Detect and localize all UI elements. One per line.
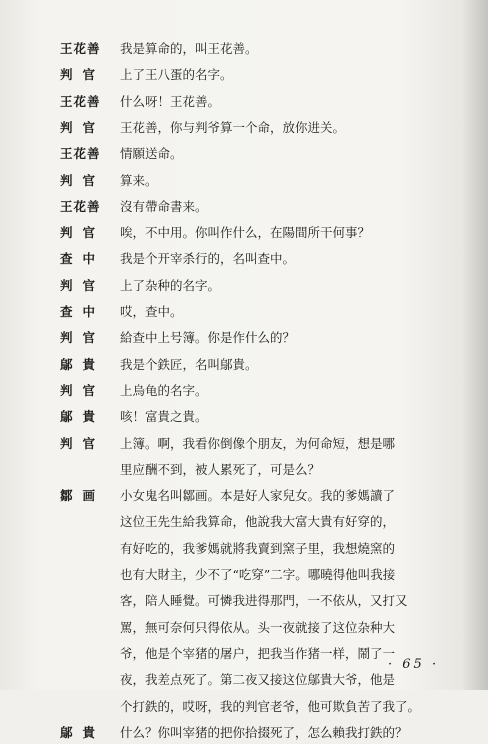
speech-text: 我是算命的，叫王花善。	[120, 41, 258, 56]
speech-text: 上簿。啊，我看你倒像个朋友，为何命短，想是哪	[120, 435, 396, 451]
speech-text: 什么？你叫宰猪的把你拾掇死了，怎么賴我打鉄的？	[120, 724, 408, 740]
speaker-name: 判官	[60, 277, 106, 293]
speaker-name: 查中	[60, 304, 106, 319]
speech-text: 什么呀！王花善。	[120, 93, 221, 109]
speaker-name: 判官	[60, 330, 106, 346]
dialogue-continuation-line	[0, 564, 488, 586]
dialogue-continuation-line	[0, 590, 488, 612]
dialogue-line	[0, 248, 488, 270]
speaker-name: 鄔貴	[60, 409, 106, 425]
dialogue-line	[0, 170, 488, 192]
speech-text: 我是个开宰杀行的，名叫查中。	[120, 251, 296, 267]
dialogue-line	[0, 301, 488, 323]
speech-text: 王花善，你与判爷算一个命，放你进关。	[120, 119, 346, 135]
speech-text: 这位王先生給我算命，他說我大富大貴有好穿的，	[120, 514, 396, 530]
speech-text: 唉，不中用。你叫作什么，在陽間所干何事？	[120, 225, 371, 241]
speech-text: 我是个鉄匠，名叫鄔貴。	[120, 356, 258, 372]
dialogue-line	[0, 117, 488, 139]
dialogue-continuation-line	[0, 669, 488, 691]
dialogue-line	[0, 196, 488, 218]
speaker-name: 鄒画	[60, 488, 106, 504]
dialogue-line	[0, 380, 488, 402]
speaker-name: 王花善	[60, 93, 101, 109]
speaker-name: 王花善	[60, 146, 101, 162]
dialogue-line	[0, 433, 488, 455]
speaker-name: 判官	[60, 172, 106, 188]
dialogue-continuation-line	[0, 511, 488, 533]
speaker-name: 王花善	[60, 198, 101, 214]
speech-text: 上了杂种的名字。	[120, 277, 221, 293]
speech-text: 也有大財主，少不了“吃穿”二字。哪曉得他叫我接	[120, 567, 396, 582]
speaker-name: 查中	[60, 251, 106, 267]
speech-text: 情願送命。	[120, 146, 183, 162]
speech-text: 沒有帶命書来。	[120, 198, 208, 214]
dialogue-line	[0, 64, 488, 86]
speaker-name: 鄔貴	[60, 356, 106, 372]
speaker-name: 判官	[60, 119, 106, 135]
speech-text: 算来。	[120, 172, 158, 188]
speaker-name: 判官	[60, 435, 106, 451]
dialogue-line	[0, 143, 488, 165]
speech-text: 个打鉄的，哎呀，我的判官老爷，他可欺負苦了我了。	[120, 698, 421, 714]
dialogue-line	[0, 91, 488, 113]
speech-text: 上了王八蛋的名字。	[120, 67, 233, 83]
speaker-name: 判官	[60, 67, 106, 83]
dialogue-line	[0, 327, 488, 349]
dialogue-continuation-line	[0, 538, 488, 560]
dialogue-line	[0, 275, 488, 297]
dialogue-line	[0, 485, 488, 507]
dialogue-line	[0, 38, 488, 60]
speech-text: 夜，我差点死了。第二夜又接这位鄔貴大爷，他是	[120, 672, 396, 688]
speaker-name: 王花善	[60, 41, 101, 56]
speech-text: 咳！富貴之貴。	[120, 409, 208, 425]
speech-text: 里应酬不到，被人累死了，可是么？	[120, 461, 321, 477]
speech-text: 哎，查中。	[120, 304, 183, 319]
speech-text: 小女鬼名叫鄒画。本是好人家兒女。我的爹媽讀了	[120, 488, 396, 504]
speaker-name: 判官	[60, 382, 106, 398]
speech-text: 給查中上号簿。你是作什么的？	[120, 330, 296, 346]
dialogue-continuation-line	[0, 459, 488, 481]
dialogue-line	[0, 354, 488, 376]
dialogue-line	[0, 722, 488, 744]
dialogue-line	[0, 222, 488, 244]
dialogue-continuation-line	[0, 617, 488, 639]
dialogue-line	[0, 406, 488, 428]
dialogue-continuation-line	[0, 696, 488, 718]
speech-text: 有好吃的，我爹媽就將我賣到窯子里，我想燒窯的	[120, 540, 396, 556]
speech-text: 爷，他是个宰猪的屠户，把我当作猪一样，鬧了一	[120, 645, 396, 661]
page-number: · 65 ·	[388, 657, 440, 672]
speaker-name: 鄔貴	[60, 724, 106, 740]
speech-text: 罵，無可奈何只得依从。头一夜就接了这位杂种大	[120, 619, 396, 635]
speech-text: 上烏龟的名字。	[120, 382, 208, 398]
speaker-name: 判官	[60, 225, 106, 241]
speech-text: 客，陪人睡覺。可憐我进得那門，一不依从，又打又	[120, 593, 408, 609]
